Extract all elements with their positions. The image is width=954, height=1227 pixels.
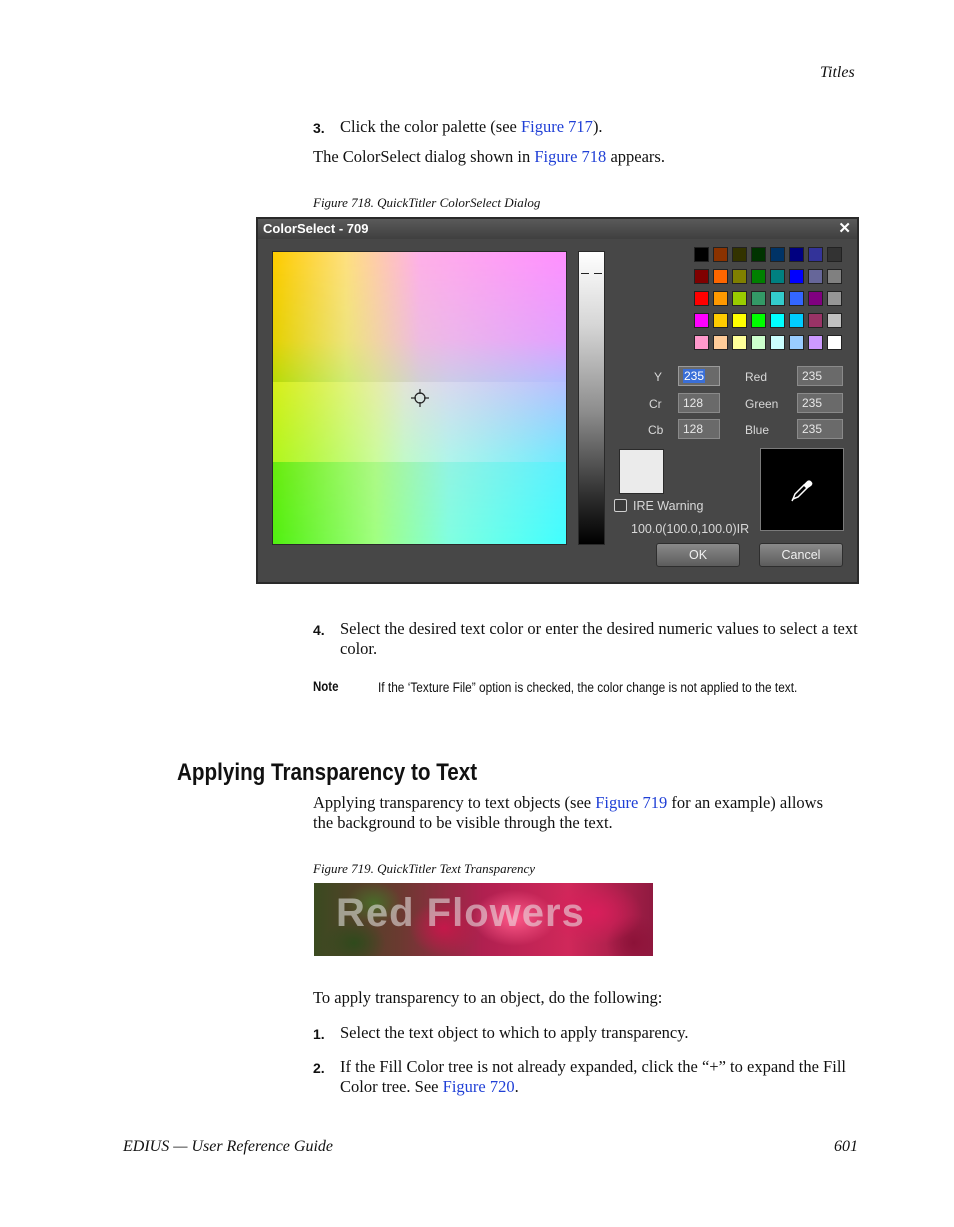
palette-swatch[interactable]	[713, 313, 728, 328]
cr-input[interactable]: 128	[678, 393, 720, 413]
palette-swatch[interactable]	[751, 247, 766, 262]
palette-swatch[interactable]	[694, 335, 709, 350]
cancel-button[interactable]: Cancel	[759, 543, 843, 567]
palette-swatch[interactable]	[789, 247, 804, 262]
procedure-intro: To apply transparency to an object, do the following:	[313, 988, 663, 1007]
palette-swatch[interactable]	[808, 291, 823, 306]
step-text	[340, 117, 603, 137]
palette-swatch[interactable]	[713, 291, 728, 306]
cb-label: Cb	[648, 423, 664, 437]
paragraph	[313, 147, 665, 167]
palette-swatch[interactable]	[732, 313, 747, 328]
overlay-text: Red Flowers	[336, 891, 585, 935]
blue-label: Blue	[745, 423, 770, 437]
cr-label: Cr	[649, 397, 662, 411]
step-text-start: If the Fill Color tree is not already expanded, click the “+” to expand the Fill Color tree. See	[340, 1057, 846, 1096]
figure-caption: Figure 719. QuickTitler Text Transparency	[313, 861, 536, 876]
palette-swatch[interactable]	[827, 269, 842, 284]
palette-swatch[interactable]	[732, 247, 747, 262]
y-label: Y	[654, 370, 663, 384]
palette-swatch[interactable]	[751, 313, 766, 328]
blue-input[interactable]: 235	[797, 419, 843, 439]
palette-swatch[interactable]	[694, 247, 709, 262]
eyedropper-icon	[789, 477, 815, 503]
palette-swatch[interactable]	[770, 247, 785, 262]
paragraph-end: appears.	[606, 147, 665, 166]
palette-swatch[interactable]	[789, 291, 804, 306]
palette-swatch[interactable]	[808, 313, 823, 328]
note-label: Note	[313, 679, 339, 694]
palette-swatch[interactable]	[827, 313, 842, 328]
ire-warning-checkbox[interactable]	[614, 499, 627, 512]
dialog-titlebar	[258, 219, 857, 239]
cb-input[interactable]: 128	[678, 419, 720, 439]
section-heading: Applying Transparency to Text	[177, 759, 478, 786]
step-number: 1.	[313, 1026, 325, 1042]
palette-swatch[interactable]	[827, 335, 842, 350]
palette-swatch[interactable]	[789, 335, 804, 350]
y-input[interactable]	[678, 366, 720, 386]
step-text-end: ).	[592, 117, 603, 136]
palette-swatch[interactable]	[694, 313, 709, 328]
red-label: Red	[745, 370, 768, 384]
palette-swatch[interactable]	[770, 313, 785, 328]
palette-swatch[interactable]	[827, 291, 842, 306]
palette-swatch[interactable]	[694, 269, 709, 284]
palette-swatch[interactable]	[732, 269, 747, 284]
note-text: If the ‘Texture File” option is checked, the color change is not applied to the text.	[378, 680, 798, 695]
y-value: 235	[684, 369, 705, 383]
color-palette	[694, 247, 846, 357]
green-input[interactable]: 235	[797, 393, 843, 413]
intro-end: for an example) allows the background to be visible through the text.	[313, 793, 823, 832]
figure-720-link[interactable]: Figure 720	[442, 1077, 515, 1096]
palette-swatch[interactable]	[770, 269, 785, 284]
paragraph-start: The ColorSelect dialog shown in	[313, 147, 535, 166]
crosshair-icon	[411, 389, 429, 407]
step-text-start: Click the color palette (see	[340, 117, 521, 136]
figure-718-link[interactable]: Figure 718	[534, 147, 607, 166]
palette-swatch[interactable]	[789, 313, 804, 328]
palette-swatch[interactable]	[713, 269, 728, 284]
palette-swatch[interactable]	[808, 247, 823, 262]
step-text-end: .	[514, 1077, 519, 1096]
ok-button[interactable]: OK	[656, 543, 740, 567]
step-text: Select the text object to which to apply transparency.	[340, 1023, 689, 1042]
palette-swatch[interactable]	[808, 335, 823, 350]
intro-start: Applying transparency to text objects (see	[313, 793, 596, 812]
dialog-title: ColorSelect - 709	[263, 221, 369, 236]
close-icon[interactable]: ✕	[838, 220, 851, 237]
palette-swatch[interactable]	[789, 269, 804, 284]
palette-swatch[interactable]	[770, 291, 785, 306]
green-label: Green	[745, 397, 779, 411]
palette-swatch[interactable]	[732, 291, 747, 306]
palette-swatch[interactable]	[713, 335, 728, 350]
palette-swatch[interactable]	[713, 247, 728, 262]
ire-warning-label: IRE Warning	[633, 499, 704, 513]
luminance-slider[interactable]	[578, 251, 605, 545]
color-preview	[619, 449, 664, 494]
palette-swatch[interactable]	[732, 335, 747, 350]
palette-swatch[interactable]	[694, 291, 709, 306]
step-number: 4.	[313, 622, 325, 638]
palette-swatch[interactable]	[751, 335, 766, 350]
palette-swatch[interactable]	[751, 291, 766, 306]
color-field[interactable]	[272, 251, 567, 545]
palette-swatch[interactable]	[751, 269, 766, 284]
section-intro	[313, 793, 843, 833]
step-text: Select the desired text color or enter the desired numeric values to select a text color.	[340, 619, 858, 658]
ire-readout: 100.0(100.0,100.0)IR	[631, 522, 750, 536]
figure-caption: Figure 718. QuickTitler ColorSelect Dialog	[313, 195, 541, 210]
footer-title: EDIUS — User Reference Guide	[123, 1138, 334, 1155]
eyedropper-button[interactable]	[760, 448, 844, 531]
step-text	[340, 1057, 860, 1097]
palette-swatch[interactable]	[827, 247, 842, 262]
step-number: 2.	[313, 1060, 325, 1076]
text-transparency-image	[314, 883, 653, 956]
running-header: Titles	[820, 64, 855, 81]
figure-719-link[interactable]: Figure 719	[595, 793, 668, 812]
palette-swatch[interactable]	[770, 335, 785, 350]
palette-swatch[interactable]	[808, 269, 823, 284]
red-input[interactable]: 235	[797, 366, 843, 386]
step-number: 3.	[313, 120, 325, 136]
colorselect-dialog	[256, 217, 859, 584]
page-number: 601	[834, 1138, 858, 1155]
figure-717-link[interactable]: Figure 717	[520, 117, 593, 136]
